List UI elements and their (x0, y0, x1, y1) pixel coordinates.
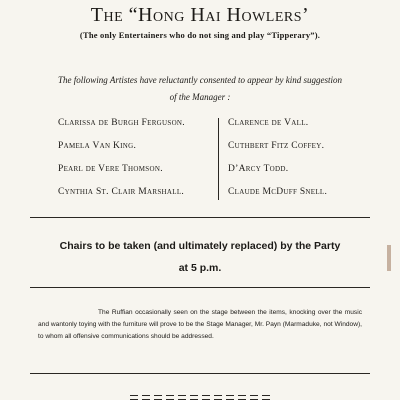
notice-text: The Ruffian occasionally seen on the stage between the items, knocking over the music and wantonly toying with the furniture will prove to be the Stage Manager, Mr. Payn (Marmaduke, not Window), to whom all offensive communications should be addressed. (38, 309, 362, 341)
artist-column-right (228, 118, 388, 210)
artist-name: Clarissa de Burgh Ferguson. (58, 118, 185, 128)
artist-list (58, 118, 358, 202)
intro-text (40, 72, 360, 106)
artist-name: Pamela Van King. (58, 141, 137, 151)
artist-name: Pearl de Vere Thomson. (58, 164, 163, 174)
horizontal-rule (30, 373, 370, 374)
paper-stain (387, 245, 391, 271)
artist-name: Claude McDuff Snell. (228, 187, 328, 197)
chairs-line-2: at 5 p.m. (178, 262, 222, 274)
program-subtitle: (The only Entertainers who do not sing and play “Tipperary”). (79, 30, 321, 40)
artist-name: D’Arcy Todd. (228, 164, 289, 174)
chairs-announcement (30, 235, 370, 279)
artist-name: Cuthbert Fitz Coffey. (228, 141, 325, 151)
horizontal-rule (30, 217, 370, 218)
chairs-line-1: Chairs to be taken (and ultimately replaced) by the Party (59, 240, 341, 252)
stage-manager-notice (38, 307, 362, 344)
intro-line-1: The following Artistes have reluctantly consented to appear by kind suggestion (58, 75, 342, 85)
ornamental-border (115, 392, 285, 400)
artist-name: Cynthia St. Clair Marshall. (58, 187, 185, 197)
program-title: The “Hong Hai Howlers’ (90, 4, 310, 26)
intro-line-2: of the Manager : (169, 92, 231, 102)
artist-column-left (58, 118, 218, 210)
horizontal-rule (30, 287, 370, 288)
column-divider (218, 118, 219, 200)
artist-name: Clarence de Vall. (228, 118, 309, 128)
